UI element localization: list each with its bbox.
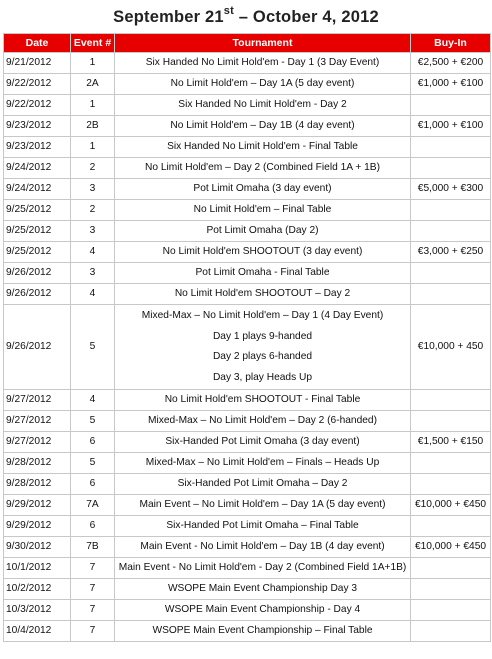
cell-date: 9/29/2012 xyxy=(4,495,71,516)
page-title xyxy=(0,0,492,36)
table-row xyxy=(4,53,491,74)
cell-event-number: 4 xyxy=(71,284,115,305)
table-row xyxy=(4,158,491,179)
cell-tournament: Pot Limit Omaha (Day 2) xyxy=(115,221,411,242)
cell-buyin xyxy=(411,474,491,495)
cell-date: 9/27/2012 xyxy=(4,432,71,453)
cell-date: 9/29/2012 xyxy=(4,516,71,537)
table-row xyxy=(4,179,491,200)
title-date-rest: – October 4, 2012 xyxy=(233,8,379,26)
cell-date: 10/2/2012 xyxy=(4,579,71,600)
schedule-table-body xyxy=(4,53,491,642)
table-row xyxy=(4,284,491,305)
table-row xyxy=(4,537,491,558)
table-row xyxy=(4,600,491,621)
cell-tournament: No Limit Hold'em SHOOTOUT (3 day event) xyxy=(115,242,411,263)
cell-event-number: 7 xyxy=(71,621,115,642)
column-header-event: Event # xyxy=(71,34,115,53)
tournament-line: Day 2 plays 6-handed xyxy=(212,351,313,363)
cell-date: 9/28/2012 xyxy=(4,453,71,474)
cell-date: 9/26/2012 xyxy=(4,305,71,390)
cell-tournament: WSOPE Main Event Championship Day 3 xyxy=(115,579,411,600)
cell-event-number: 5 xyxy=(71,411,115,432)
cell-buyin: €1,000 + €100 xyxy=(411,116,491,137)
cell-event-number: 7 xyxy=(71,579,115,600)
cell-tournament: No Limit Hold'em SHOOTOUT – Day 2 xyxy=(115,284,411,305)
cell-date: 9/21/2012 xyxy=(4,53,71,74)
table-row xyxy=(4,242,491,263)
table-row xyxy=(4,221,491,242)
table-row xyxy=(4,95,491,116)
title-ordinal-suffix: st xyxy=(223,5,234,17)
cell-buyin xyxy=(411,411,491,432)
cell-date: 9/23/2012 xyxy=(4,116,71,137)
cell-event-number: 3 xyxy=(71,179,115,200)
table-row xyxy=(4,495,491,516)
cell-event-number: 7 xyxy=(71,558,115,579)
cell-buyin: €10,000 + 450 xyxy=(411,305,491,390)
table-row xyxy=(4,263,491,284)
cell-tournament: WSOPE Main Event Championship - Day 4 xyxy=(115,600,411,621)
table-row xyxy=(4,474,491,495)
cell-date: 10/4/2012 xyxy=(4,621,71,642)
cell-tournament: Main Event – No Limit Hold'em – Day 1A (5 day event) xyxy=(115,495,411,516)
table-row xyxy=(4,558,491,579)
cell-event-number: 5 xyxy=(71,305,115,390)
table-row xyxy=(4,432,491,453)
cell-event-number: 6 xyxy=(71,432,115,453)
cell-tournament: Mixed-Max – No Limit Hold'em – Day 2 (6-handed) xyxy=(115,411,411,432)
tournament-line: Day 3, play Heads Up xyxy=(212,371,313,383)
cell-tournament: Main Event - No Limit Hold'em – Day 1B (4 day event) xyxy=(115,537,411,558)
cell-buyin xyxy=(411,558,491,579)
cell-tournament: Main Event - No Limit Hold'em - Day 2 (Combined Field 1A+1B) xyxy=(115,558,411,579)
cell-date: 9/22/2012 xyxy=(4,95,71,116)
table-row xyxy=(4,453,491,474)
cell-date: 9/24/2012 xyxy=(4,179,71,200)
cell-event-number: 1 xyxy=(71,95,115,116)
column-header-buyin: Buy-In xyxy=(411,34,491,53)
cell-buyin: €1,000 + €100 xyxy=(411,74,491,95)
cell-date: 9/23/2012 xyxy=(4,137,71,158)
cell-buyin xyxy=(411,137,491,158)
cell-event-number: 6 xyxy=(71,516,115,537)
cell-buyin xyxy=(411,221,491,242)
cell-date: 9/26/2012 xyxy=(4,263,71,284)
cell-buyin xyxy=(411,621,491,642)
cell-tournament: No Limit Hold'em – Day 2 (Combined Field 1A + 1B) xyxy=(115,158,411,179)
table-row xyxy=(4,516,491,537)
table-row xyxy=(4,74,491,95)
cell-date: 9/25/2012 xyxy=(4,242,71,263)
cell-buyin xyxy=(411,516,491,537)
cell-event-number: 2 xyxy=(71,200,115,221)
cell-date: 10/1/2012 xyxy=(4,558,71,579)
cell-tournament xyxy=(115,305,411,390)
table-row xyxy=(4,390,491,411)
table-row xyxy=(4,411,491,432)
tournament-line: Day 1 plays 9-handed xyxy=(212,330,313,342)
cell-event-number: 7B xyxy=(71,537,115,558)
cell-event-number: 4 xyxy=(71,390,115,411)
cell-tournament: Six-Handed Pot Limit Omaha – Final Table xyxy=(115,516,411,537)
cell-date: 10/3/2012 xyxy=(4,600,71,621)
header-row xyxy=(4,34,491,53)
cell-event-number: 7A xyxy=(71,495,115,516)
cell-buyin xyxy=(411,453,491,474)
table-row xyxy=(4,579,491,600)
cell-tournament: Six-Handed Pot Limit Omaha (3 day event) xyxy=(115,432,411,453)
cell-tournament: Six Handed No Limit Hold'em - Day 2 xyxy=(115,95,411,116)
cell-buyin xyxy=(411,284,491,305)
schedule-table-header xyxy=(4,34,491,53)
cell-tournament: Six Handed No Limit Hold'em - Final Table xyxy=(115,137,411,158)
cell-event-number: 2A xyxy=(71,74,115,95)
cell-buyin: €10,000 + €450 xyxy=(411,537,491,558)
cell-date: 9/27/2012 xyxy=(4,411,71,432)
cell-buyin: €3,000 + €250 xyxy=(411,242,491,263)
cell-date: 9/28/2012 xyxy=(4,474,71,495)
cell-tournament: Pot Limit Omaha - Final Table xyxy=(115,263,411,284)
column-header-date: Date xyxy=(4,34,71,53)
cell-tournament: No Limit Hold'em SHOOTOUT - Final Table xyxy=(115,390,411,411)
tournament-line: Mixed-Max – No Limit Hold'em – Day 1 (4 Day Event) xyxy=(141,310,384,321)
cell-buyin: €10,000 + €450 xyxy=(411,495,491,516)
cell-buyin: €1,500 + €150 xyxy=(411,432,491,453)
cell-buyin: €2,500 + €200 xyxy=(411,53,491,74)
cell-buyin xyxy=(411,579,491,600)
cell-event-number: 4 xyxy=(71,242,115,263)
column-header-tournament: Tournament xyxy=(115,34,411,53)
cell-buyin xyxy=(411,200,491,221)
cell-date: 9/26/2012 xyxy=(4,284,71,305)
cell-date: 9/27/2012 xyxy=(4,390,71,411)
cell-tournament: No Limit Hold'em – Day 1B (4 day event) xyxy=(115,116,411,137)
cell-tournament: No Limit Hold'em – Day 1A (5 day event) xyxy=(115,74,411,95)
cell-tournament: No Limit Hold'em – Final Table xyxy=(115,200,411,221)
table-row xyxy=(4,116,491,137)
cell-tournament: Six Handed No Limit Hold'em - Day 1 (3 Day Event) xyxy=(115,53,411,74)
cell-date: 9/30/2012 xyxy=(4,537,71,558)
cell-date: 9/22/2012 xyxy=(4,74,71,95)
cell-event-number: 5 xyxy=(71,453,115,474)
schedule-table xyxy=(3,33,491,642)
table-row xyxy=(4,305,491,390)
cell-event-number: 1 xyxy=(71,137,115,158)
cell-event-number: 2 xyxy=(71,158,115,179)
cell-event-number: 2B xyxy=(71,116,115,137)
cell-buyin xyxy=(411,390,491,411)
cell-buyin xyxy=(411,600,491,621)
table-row xyxy=(4,137,491,158)
cell-buyin xyxy=(411,95,491,116)
title-date-start: September 21 xyxy=(113,8,224,26)
cell-tournament: WSOPE Main Event Championship – Final Table xyxy=(115,621,411,642)
cell-buyin: €5,000 + €300 xyxy=(411,179,491,200)
table-row xyxy=(4,200,491,221)
cell-event-number: 7 xyxy=(71,600,115,621)
table-row xyxy=(4,621,491,642)
cell-buyin xyxy=(411,158,491,179)
cell-date: 9/25/2012 xyxy=(4,200,71,221)
cell-date: 9/24/2012 xyxy=(4,158,71,179)
cell-tournament: Pot Limit Omaha (3 day event) xyxy=(115,179,411,200)
cell-tournament: Six-Handed Pot Limit Omaha – Day 2 xyxy=(115,474,411,495)
cell-event-number: 1 xyxy=(71,53,115,74)
cell-date: 9/25/2012 xyxy=(4,221,71,242)
cell-buyin xyxy=(411,263,491,284)
cell-event-number: 6 xyxy=(71,474,115,495)
cell-tournament: Mixed-Max – No Limit Hold'em – Finals – Heads Up xyxy=(115,453,411,474)
cell-event-number: 3 xyxy=(71,263,115,284)
cell-event-number: 3 xyxy=(71,221,115,242)
